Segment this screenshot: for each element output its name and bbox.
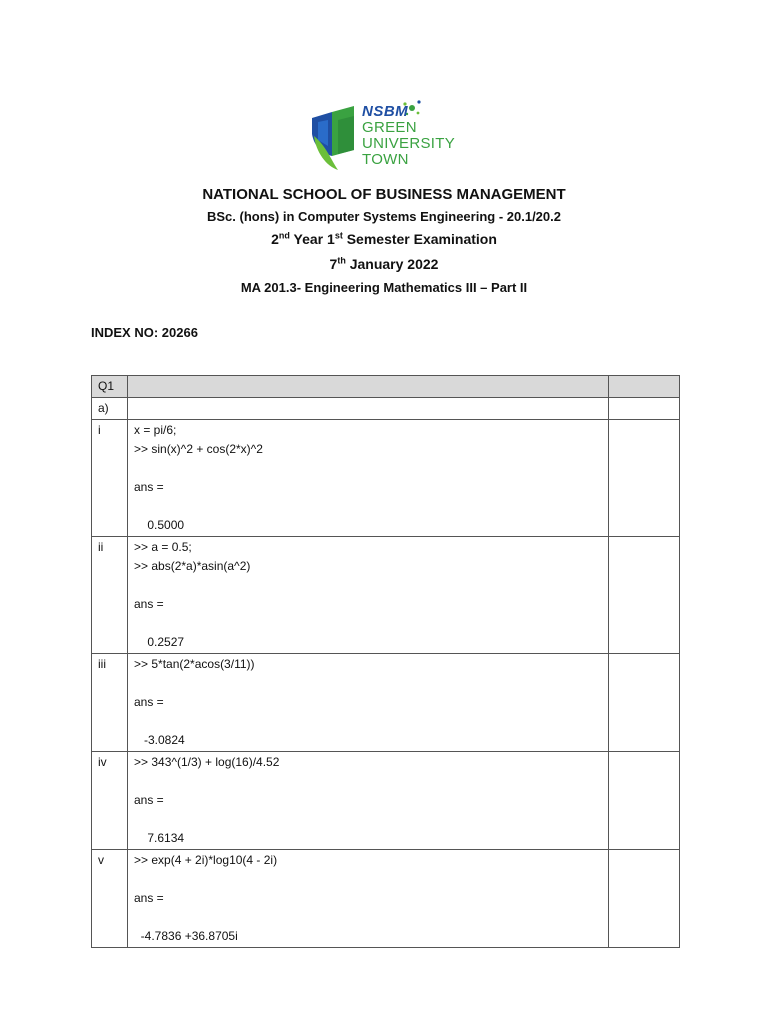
logo-wordmark <box>362 104 455 167</box>
matlab-code: x = pi/6; >> sin(x)^2 + cos(2*x)^2 ans = 0.5000 <box>134 423 263 532</box>
logo-brand: NSBM <box>362 103 409 120</box>
date-day: 7 <box>329 256 338 272</box>
table-row <box>92 752 680 850</box>
table-row <box>92 420 680 537</box>
row-label: iv <box>92 752 128 850</box>
part-row <box>92 398 680 420</box>
matlab-code: >> 5*tan(2*acos(3/11)) ans = -3.0824 <box>134 657 255 747</box>
question-label: Q1 <box>92 376 128 398</box>
module-title: MA 201.3- Engineering Mathematics III – Part II <box>240 280 528 295</box>
row-label: iii <box>92 654 128 752</box>
matlab-code: >> a = 0.5; >> abs(2*a)*asin(a^2) ans = 0.2527 <box>134 540 251 649</box>
row-label: ii <box>92 537 128 654</box>
row-marks-cell <box>609 420 680 537</box>
table-row <box>92 537 680 654</box>
date-rest: January 2022 <box>345 256 439 272</box>
date-sup: th <box>337 255 346 266</box>
logo-emblem-icon <box>308 96 368 176</box>
logo-line-1: GREEN <box>362 119 417 136</box>
row-code-cell <box>128 654 609 752</box>
part-marks-cell <box>609 398 680 420</box>
row-marks-cell <box>609 654 680 752</box>
part-label: a) <box>92 398 128 420</box>
exam-title <box>0 231 768 247</box>
answer-table <box>91 375 680 948</box>
row-marks-cell <box>609 752 680 850</box>
row-code-cell <box>128 752 609 850</box>
header-blank-cell <box>128 376 609 398</box>
exam-year: 2 <box>271 231 279 247</box>
institution-title: NATIONAL SCHOOL OF BUSINESS MANAGEMENT <box>202 186 566 203</box>
row-code-cell <box>128 420 609 537</box>
programme-title: BSc. (hons) in Computer Systems Engineering - 20.1/20.2 <box>207 209 561 224</box>
exam-year-sup: nd <box>278 230 290 241</box>
logo-line-2: UNIVERSITY <box>362 135 456 152</box>
matlab-code: >> exp(4 + 2i)*log10(4 - 2i) ans = -4.7836 +36.8705i <box>134 853 278 943</box>
row-marks-cell <box>609 850 680 948</box>
header-marks-cell <box>609 376 680 398</box>
table-header-row <box>92 376 680 398</box>
row-code-cell <box>128 850 609 948</box>
exam-sem-sup: st <box>334 230 343 241</box>
table-row <box>92 850 680 948</box>
row-code-cell <box>128 537 609 654</box>
table-row <box>92 654 680 752</box>
exam-date <box>0 256 768 272</box>
row-marks-cell <box>609 537 680 654</box>
part-blank-cell <box>128 398 609 420</box>
index-number: INDEX NO: 20266 <box>91 325 198 340</box>
logo-line-3: TOWN <box>362 151 409 168</box>
row-label: i <box>92 420 128 537</box>
exam-mid: Year 1 <box>289 231 335 247</box>
row-label: v <box>92 850 128 948</box>
matlab-code: >> 343^(1/3) + log(16)/4.52 ans = 7.6134 <box>134 755 280 845</box>
exam-rest: Semester Examination <box>342 231 497 247</box>
